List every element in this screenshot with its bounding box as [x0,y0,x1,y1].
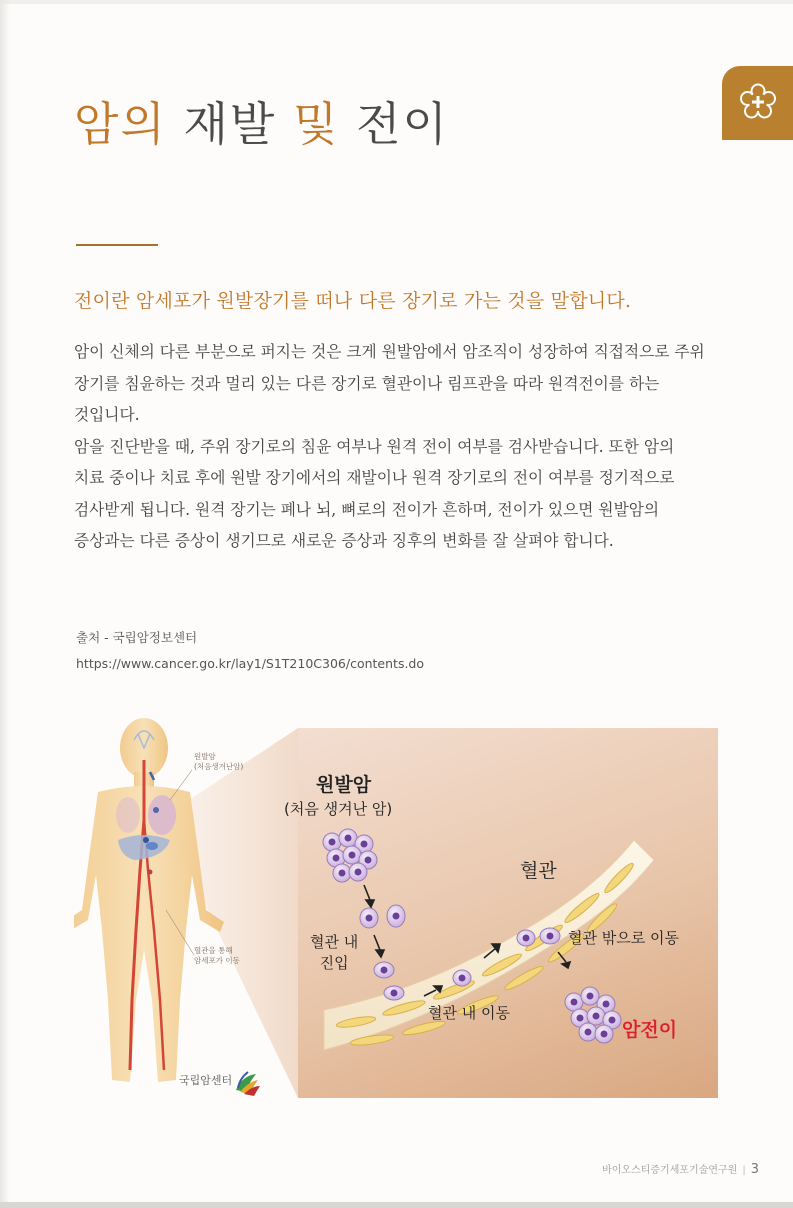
primary-tumor-title: 원발암 [316,774,372,796]
paragraph-1 [74,336,729,431]
human-body [74,718,224,1082]
page-number: 3 [750,1162,759,1177]
page-top-edge [0,0,793,4]
text-line: 암을 진단받을 때, 주위 장기로의 침윤 여부나 원격 전이 여부를 검사받습니다. 또한 암의 [74,436,675,456]
body-label-vessel-line1: 혈관을 통해 [194,946,233,955]
page-gutter-shadow [0,0,10,1208]
source-label: 출처 - 국립암정보센터 [76,630,198,645]
metastasis-label: 암전이 [622,1019,678,1041]
primary-tumor-cells [323,829,377,882]
metastasis-cells [565,987,621,1043]
title-word-2: 재발 [183,97,277,151]
body-label-primary-line2: (처음생겨난암) [194,762,244,771]
in-vessel-move-label: 혈관 내 이동 [428,1004,510,1022]
extravasation-label: 혈관 밖으로 이동 [568,929,679,947]
page-bottom-edge [0,1202,793,1208]
flower-cross-icon [738,82,778,122]
text-line: 검사받게 됩니다. 원격 장기는 폐나 뇌, 뼈로의 전이가 흔하며, 전이가 있으면 원발암의 [74,499,660,519]
source-citation [76,625,424,677]
intravasation-line1: 혈관 내 [310,933,359,951]
body-label-primary [194,752,243,772]
body-label-primary-line1: 원발암 [194,752,216,761]
zoom-wedge [174,728,298,1098]
page-title [74,88,449,154]
title-word-1: 암의 [74,97,167,151]
text-line: 증상과는 다른 증상이 생기므로 새로운 증상과 징후의 변화를 잘 살펴야 합니다. [74,531,614,550]
vessel-label: 혈관 [520,860,557,882]
body-text [74,336,729,557]
body-label-vessel-line2: 암세포가 이동 [194,956,240,965]
text-line: 장기를 침윤하는 것과 멀리 있는 다른 장기로 혈관이나 림프관을 따라 원격전이를 하는 [74,373,660,393]
body-label-vessel [194,946,240,966]
page-footer [602,1161,759,1177]
ncc-logo-mark [236,1072,260,1096]
section-tab [722,66,793,140]
source-url: https://www.cancer.go.kr/lay1/S1T210C306/contents.do [76,656,425,671]
intravasation-line2: 진입 [319,954,349,972]
intravasation-label [310,932,358,974]
title-word-4: 전이 [356,97,449,151]
metastasis-illustration [74,700,719,1100]
logo-text: 국립암센터 [179,1074,233,1087]
lead-sentence: 전이란 암세포가 원발장기를 떠나 다른 장기로 가는 것을 말합니다. [74,290,632,312]
footer-separator: | [742,1165,746,1176]
primary-tumor-subtitle: (처음 생겨난 암) [284,800,393,818]
text-line: 암이 신체의 다른 부분으로 퍼지는 것은 크게 원발암에서 암조직이 성장하여 직접적으로 주위 [74,342,705,361]
footer-publisher: 바이오스티증기세포기술연구원 [602,1165,738,1176]
title-underline [76,244,158,246]
text-line: 치료 중이나 치료 후에 원발 장기에서의 재발이나 원격 장기로의 전이 여부를 정기적으로 [74,468,675,487]
text-line: 것입니다. [74,405,140,424]
title-word-3: 및 [293,97,340,151]
paragraph-2 [74,431,729,557]
